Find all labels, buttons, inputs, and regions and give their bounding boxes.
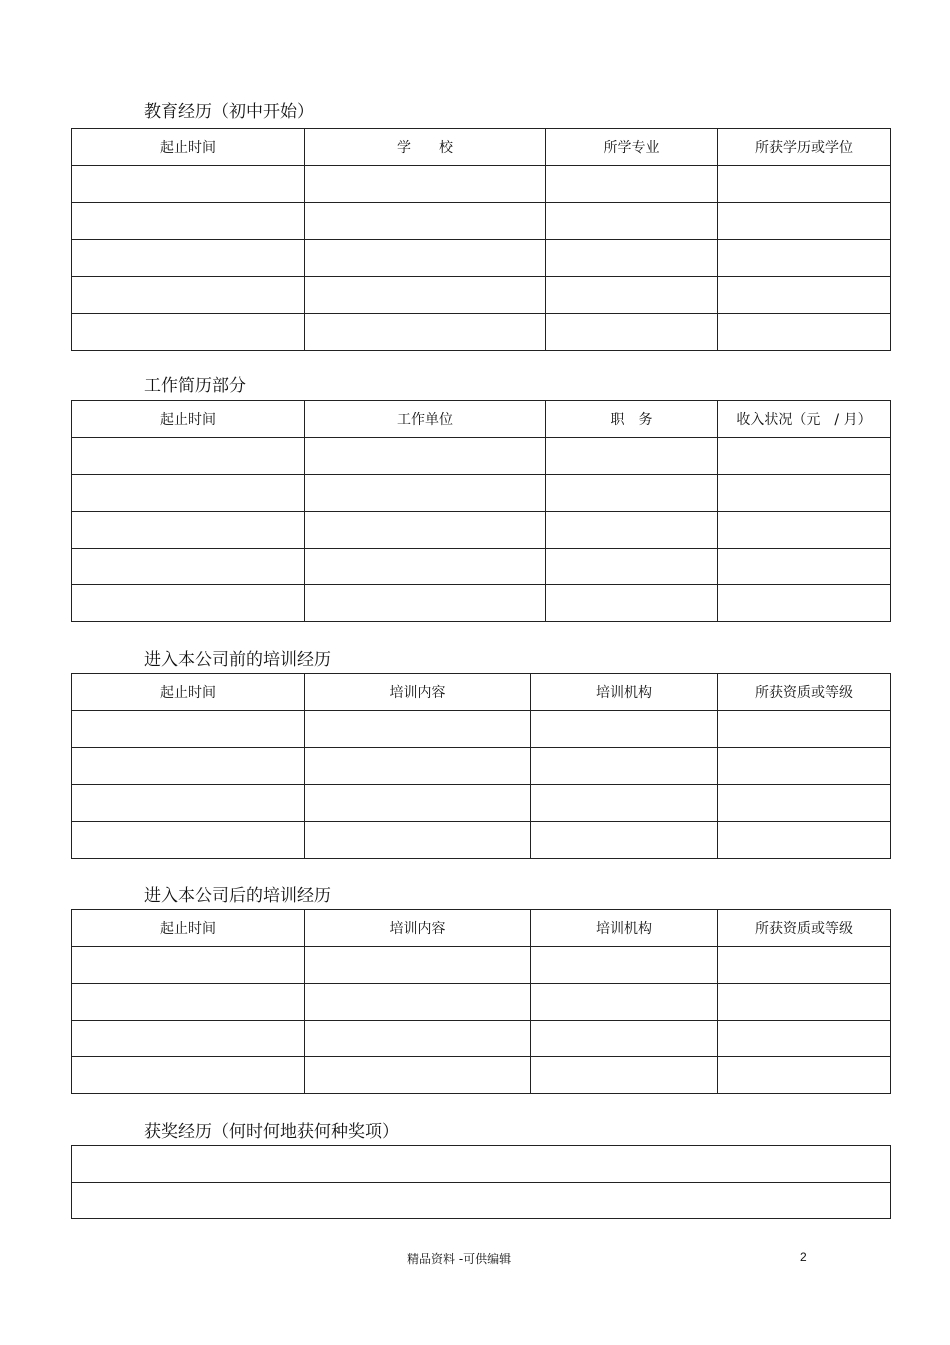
header-cell: 所获资质或等级 bbox=[718, 910, 891, 947]
page-number: 2 bbox=[800, 1250, 807, 1264]
table-cell[interactable] bbox=[531, 711, 718, 748]
table-cell[interactable] bbox=[546, 512, 718, 549]
table-cell[interactable] bbox=[72, 1146, 891, 1183]
education-table bbox=[71, 128, 891, 351]
table-cell[interactable] bbox=[718, 785, 891, 822]
header-cell: 所获资质或等级 bbox=[718, 674, 891, 711]
table-row bbox=[72, 240, 891, 277]
table-cell[interactable] bbox=[718, 277, 891, 314]
work-table bbox=[71, 400, 891, 622]
table-cell[interactable] bbox=[305, 475, 546, 512]
table-cell[interactable] bbox=[546, 585, 718, 622]
table-cell[interactable] bbox=[718, 984, 891, 1021]
table-cell[interactable] bbox=[72, 585, 305, 622]
table-cell[interactable] bbox=[305, 203, 546, 240]
table-row bbox=[72, 711, 891, 748]
table-row bbox=[72, 512, 891, 549]
header-cell: 所学专业 bbox=[546, 129, 718, 166]
table-cell[interactable] bbox=[305, 438, 546, 475]
header-cell: 收入状况（元 / 月） bbox=[718, 401, 891, 438]
table-cell[interactable] bbox=[718, 240, 891, 277]
table-cell[interactable] bbox=[72, 1183, 891, 1219]
table-cell[interactable] bbox=[718, 438, 891, 475]
table-cell[interactable] bbox=[72, 475, 305, 512]
table-cell[interactable] bbox=[72, 549, 305, 585]
table-cell[interactable] bbox=[718, 512, 891, 549]
table-cell[interactable] bbox=[718, 166, 891, 203]
table-cell[interactable] bbox=[72, 947, 305, 984]
header-cell: 起止时间 bbox=[72, 674, 305, 711]
table-cell[interactable] bbox=[72, 438, 305, 475]
table-cell[interactable] bbox=[531, 984, 718, 1021]
table-cell[interactable] bbox=[546, 203, 718, 240]
table-cell[interactable] bbox=[72, 1057, 305, 1094]
table-cell[interactable] bbox=[72, 748, 305, 785]
table-cell[interactable] bbox=[72, 240, 305, 277]
table-cell[interactable] bbox=[72, 203, 305, 240]
table-cell[interactable] bbox=[305, 822, 531, 859]
table-header-row bbox=[72, 401, 891, 438]
education-section-title: 教育经历（初中开始） bbox=[144, 102, 314, 122]
table-row bbox=[72, 822, 891, 859]
table-cell[interactable] bbox=[305, 785, 531, 822]
table-cell[interactable] bbox=[305, 711, 531, 748]
table-cell[interactable] bbox=[531, 1021, 718, 1057]
table-cell[interactable] bbox=[546, 475, 718, 512]
table-header-row bbox=[72, 129, 891, 166]
table-cell[interactable] bbox=[546, 240, 718, 277]
table-cell[interactable] bbox=[305, 1021, 531, 1057]
table-cell[interactable] bbox=[305, 947, 531, 984]
table-cell[interactable] bbox=[546, 166, 718, 203]
awards-table bbox=[71, 1145, 891, 1219]
table-cell[interactable] bbox=[718, 1021, 891, 1057]
table-cell[interactable] bbox=[72, 1021, 305, 1057]
table-row bbox=[72, 475, 891, 512]
table-cell[interactable] bbox=[546, 277, 718, 314]
table-row bbox=[72, 1057, 891, 1094]
table-cell[interactable] bbox=[305, 314, 546, 351]
table-cell[interactable] bbox=[546, 314, 718, 351]
header-cell: 培训机构 bbox=[531, 910, 718, 947]
table-cell[interactable] bbox=[72, 314, 305, 351]
table-cell[interactable] bbox=[718, 475, 891, 512]
table-row bbox=[72, 984, 891, 1021]
training-before-section-title: 进入本公司前的培训经历 bbox=[144, 650, 331, 670]
header-cell: 学 校 bbox=[305, 129, 546, 166]
table-header-row bbox=[72, 910, 891, 947]
footer-text: 精品资料 -可供编辑 bbox=[407, 1252, 512, 1266]
table-cell[interactable] bbox=[531, 822, 718, 859]
table-cell[interactable] bbox=[305, 277, 546, 314]
table-cell[interactable] bbox=[72, 785, 305, 822]
table-cell[interactable] bbox=[531, 947, 718, 984]
table-row bbox=[72, 1146, 891, 1183]
table-cell[interactable] bbox=[718, 822, 891, 859]
table-cell[interactable] bbox=[718, 947, 891, 984]
table-cell[interactable] bbox=[305, 585, 546, 622]
work-section-title: 工作简历部分 bbox=[144, 376, 246, 396]
training-before-table bbox=[71, 673, 891, 859]
header-cell: 培训内容 bbox=[305, 910, 531, 947]
table-cell[interactable] bbox=[718, 1057, 891, 1094]
table-row bbox=[72, 748, 891, 785]
table-cell[interactable] bbox=[546, 438, 718, 475]
table-cell[interactable] bbox=[305, 748, 531, 785]
header-cell: 培训内容 bbox=[305, 674, 531, 711]
table-cell[interactable] bbox=[718, 748, 891, 785]
table-row bbox=[72, 585, 891, 622]
table-cell[interactable] bbox=[718, 203, 891, 240]
table-cell[interactable] bbox=[718, 314, 891, 351]
table-row bbox=[72, 166, 891, 203]
table-cell[interactable] bbox=[72, 166, 305, 203]
awards-section-title: 获奖经历（何时何地获何种奖项） bbox=[144, 1122, 399, 1142]
header-cell: 所获学历或学位 bbox=[718, 129, 891, 166]
table-cell[interactable] bbox=[531, 1057, 718, 1094]
table-cell[interactable] bbox=[305, 549, 546, 585]
training-after-table bbox=[71, 909, 891, 1094]
table-cell[interactable] bbox=[546, 549, 718, 585]
header-cell: 起止时间 bbox=[72, 910, 305, 947]
table-cell[interactable] bbox=[305, 984, 531, 1021]
table-row bbox=[72, 203, 891, 240]
table-row bbox=[72, 438, 891, 475]
table-cell[interactable] bbox=[72, 711, 305, 748]
table-row bbox=[72, 314, 891, 351]
table-row bbox=[72, 947, 891, 984]
table-cell[interactable] bbox=[305, 166, 546, 203]
table-row bbox=[72, 1183, 891, 1219]
header-cell: 职 务 bbox=[546, 401, 718, 438]
training-after-section-title: 进入本公司后的培训经历 bbox=[144, 886, 331, 906]
header-cell: 起止时间 bbox=[72, 129, 305, 166]
table-cell[interactable] bbox=[718, 711, 891, 748]
table-row bbox=[72, 785, 891, 822]
table-cell[interactable] bbox=[72, 277, 305, 314]
table-row bbox=[72, 277, 891, 314]
header-cell: 工作单位 bbox=[305, 401, 546, 438]
table-cell[interactable] bbox=[72, 512, 305, 549]
table-cell[interactable] bbox=[531, 748, 718, 785]
table-cell[interactable] bbox=[531, 785, 718, 822]
table-cell[interactable] bbox=[305, 512, 546, 549]
header-cell: 起止时间 bbox=[72, 401, 305, 438]
table-row bbox=[72, 1021, 891, 1057]
table-header-row bbox=[72, 674, 891, 711]
table-cell[interactable] bbox=[718, 549, 891, 585]
table-cell[interactable] bbox=[72, 822, 305, 859]
header-cell: 培训机构 bbox=[531, 674, 718, 711]
table-cell[interactable] bbox=[718, 585, 891, 622]
table-row bbox=[72, 549, 891, 585]
table-cell[interactable] bbox=[305, 240, 546, 277]
table-cell[interactable] bbox=[72, 984, 305, 1021]
table-cell[interactable] bbox=[305, 1057, 531, 1094]
